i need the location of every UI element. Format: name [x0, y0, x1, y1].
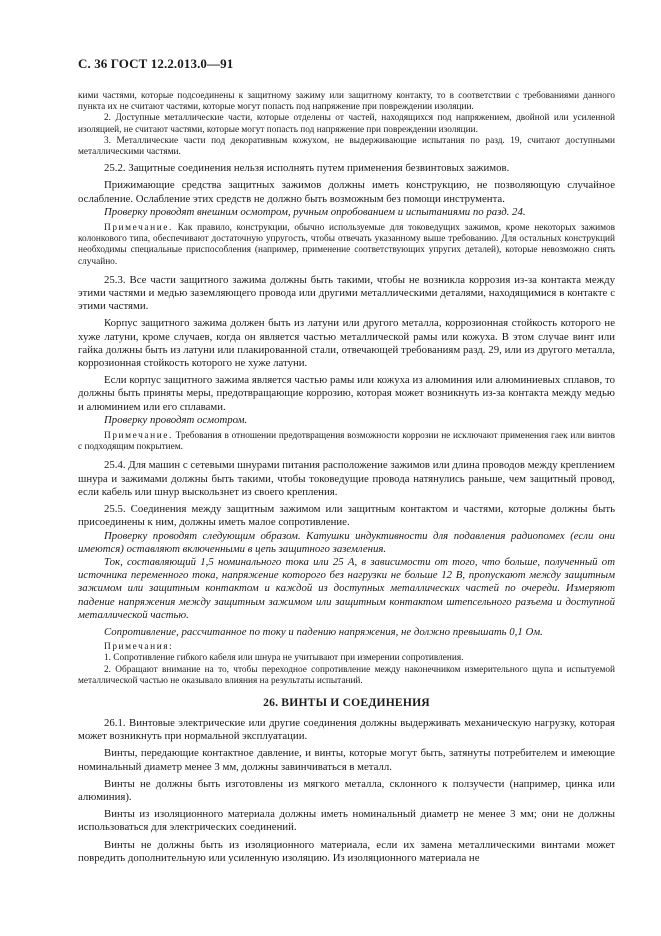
- clause-25-5-check-1: Проверку проводят следующим образом. Катушки индуктивности для подавления радиопомех (если они имеются) оставляют включенными в цепь защитного заземления.: [78, 529, 615, 555]
- note-label: Примечание.: [104, 223, 173, 234]
- clause-25-2-note: [78, 223, 615, 268]
- notes-title: Примечания:: [104, 642, 174, 653]
- note-2: 2. Доступные металлические части, которые отделены от частей, находящихся под напряжением, двойной или усиленной изоляцией, не считают частями, которые могут попасть под напряжение при повреждении изоляции.: [78, 113, 615, 135]
- clause-25-2: 25.2. Защитные соединения нельзя исполнять путем применения безвинтовых зажимов.: [104, 162, 510, 175]
- clause-25-2-check: Проверку проводят внешним осмотром, ручным опробованием и испытаниями по разд. 24.: [104, 205, 526, 218]
- clause-25-5-check-3: Сопротивление, рассчитанное по току и падению напряжения, не должно превышать 0,1 Ом.: [104, 625, 543, 638]
- clause-25-4: 25.4. Для машин с сетевыми шнурами питания расположение зажимов или длина проводов между креплением шнура и зажимами должны быть такими, чтобы токоведущие провода натянулись раньше, чем защитный провод, если кабель или шнур выскользнет из своего крепления.: [78, 459, 615, 498]
- note-text: Как правило, конструкции, обычно используемые для токоведущих зажимов, кроме некоторых зажимов колонкового типа, обеспечивают достаточную упругость, чтобы отвечать указанному выше требованию. Для остальных конструкций необходимы специальные приспособления (например, применение соответствующих упругих деталей), которые невозможно снять случайно.: [78, 223, 615, 267]
- clause-25-3-note: [78, 431, 615, 453]
- clause-26-1-para-2: Винты, передающие контактное давление, и винты, которые могут быть, затянуты потребителем и имеющие номинальный диаметр менее 3 мм, должны завинчиваться в металл.: [78, 747, 615, 773]
- clause-25-3-text-3: Если корпус защитного зажима является частью рамы или кожуха из алюминия или алюминиевых сплавов, то должны быть приняты меры, предотвращающие коррозию, которая может возникнуть из-за контакта между медью и алюминием или его сплавами.: [78, 374, 615, 413]
- note-3: 3. Металлические части под декоративным кожухом, не выдерживающие испытания по разд. 19, считают доступными металлическими частями.: [78, 135, 615, 158]
- section-title: 26. ВИНТЫ И СОЕДИНЕНИЯ: [263, 695, 430, 709]
- note-item-2: 2. Обращают внимание на то, чтобы переходное сопротивление между наконечником измерительного щупа и испытуемой металлической частью не оказывало влияния на результаты испытаний.: [78, 664, 615, 686]
- clause-25-3-check: Проверку проводят осмотром.: [104, 413, 248, 426]
- clause-26-1-para-3: Винты не должны быть изготовлены из мягкого металла, склонного к ползучести (например, цинка или алюминия).: [78, 777, 615, 803]
- note-text: Требования в отношении предотвращения возможности коррозии не исключают применения гаек или винтов с подходящим покрытием.: [78, 431, 615, 453]
- note-label: Примечание.: [104, 431, 173, 442]
- clause-25-5: 25.5. Соединения между защитным зажимом или защитным контактом и частями, которые должны быть присоединены к ним, должны иметь малое сопротивление.: [78, 503, 615, 529]
- page-header: С. 36 ГОСТ 12.2.013.0—91: [78, 56, 234, 71]
- note-item-1: 1. Сопротивление гибкого кабеля или шнура не учитывают при измерении сопротивления.: [104, 653, 464, 664]
- clause-25-3: 25.3. Все части защитного зажима должны быть такими, чтобы не возникла коррозия из-за контакта между этими частями и медью заземляющего провода или другими металлическими деталями, находящимися в контакте с этими частями.: [78, 273, 615, 313]
- clause-26-1: 26.1. Винтовые электрические или другие соединения должны выдерживать механическую нагрузку, которая может возникнуть при нормальной эксплуатации.: [78, 716, 615, 743]
- clause-25-3-text-2: Корпус защитного зажима должен быть из латуни или другого металла, коррозионная стойкость которого не хуже латуни, кроме случаев, когда он является частью металлической рамы или кожуха. В этом случае винт или гайка должны быть из латуни или плакированной стали, отвечающей требованиям разд. 29, или из другого металла, коррозионная стойкость которого не хуже латуни.: [78, 317, 615, 370]
- note-continuation: кими частями, которые подсоединены к защитному зажиму или защитному контакту, то в соответствии с требованиями данного пункта их не считают частями, которые могут попасть под напряжение при повреждении изоляции.: [78, 91, 615, 113]
- clause-25-2-text: Прижимающие средства защитных зажимов должны иметь конструкцию, не позволяющую случайное ослабление. Ослабление этих средств не должно быть возможным без помощи инструмента.: [78, 179, 615, 205]
- clause-26-1-para-4: Винты из изоляционного материала должны иметь номинальный диаметр не менее 3 мм; они не должны использоваться для электрических соединений.: [78, 808, 615, 834]
- clause-25-5-check-2: Ток, составляющий 1,5 номинального тока или 25 А, в зависимости от того, что больше, полученный от источника переменного тока, напряжение которого без нагрузки не больше 12 В, пропускают между защитным зажимом или защитным контактом и каждой из доступных металлических частей по очереди. Измеряют падение напряжения между защитным зажимом или защитным контактом штепсельного разъема и доступной металлической частью.: [78, 555, 615, 621]
- clause-26-1-para-5: Винты не должны быть из изоляционного материала, если их замена металлическими винтами может повредить дополнительную или усиленную изоляцию. Из изоляционного материала не: [78, 838, 615, 864]
